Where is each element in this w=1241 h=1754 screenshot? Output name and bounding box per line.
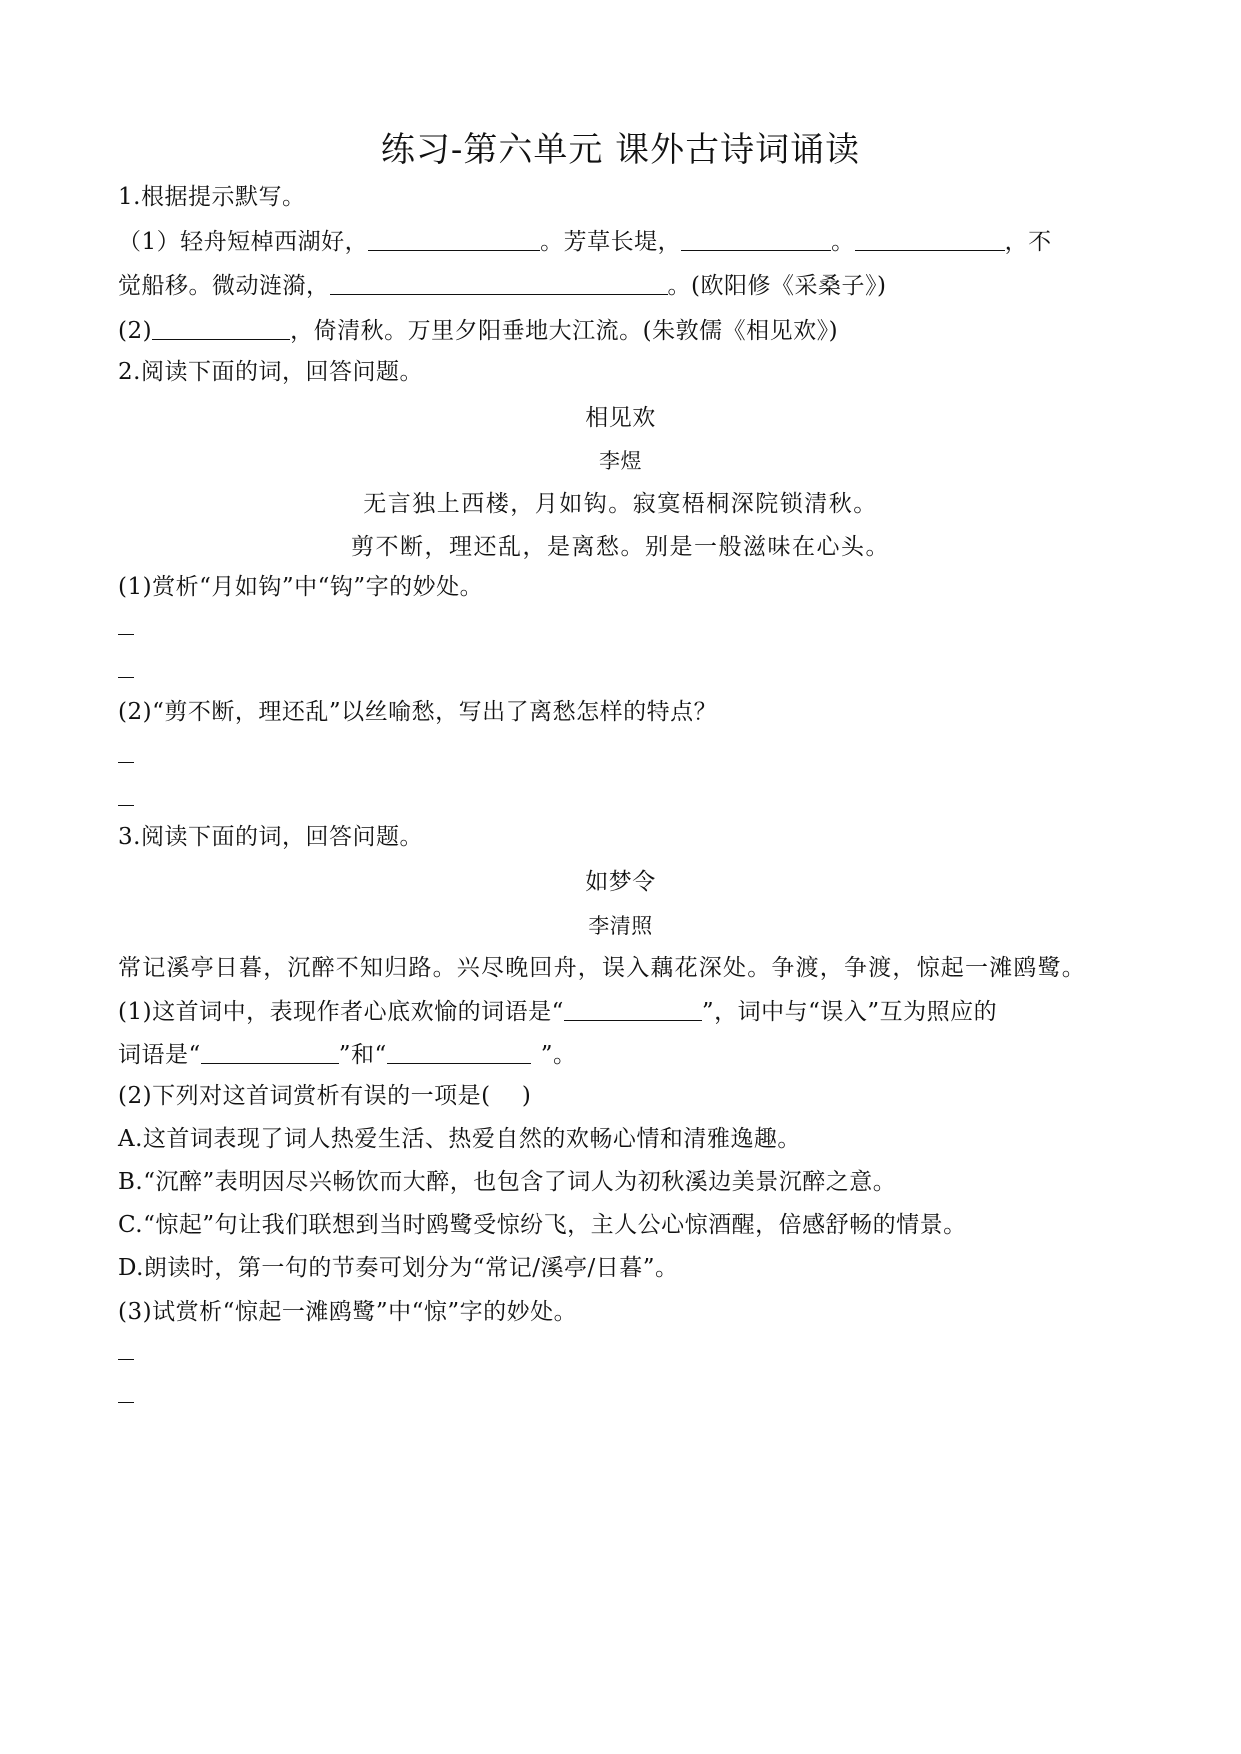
poem-author: 李清照	[588, 914, 653, 938]
answer-blank[interactable]	[118, 740, 134, 763]
answer-blank[interactable]	[564, 998, 702, 1021]
answer-blank[interactable]	[201, 1041, 339, 1064]
answer-blank[interactable]	[118, 612, 134, 635]
poem-line: 常记溪亭日暮，沉醉不知归路。兴尽晚回舟，误入藕花深处。争渡，争渡，惊起一滩鸥鹭。	[118, 955, 1086, 981]
answer-line[interactable]	[118, 1337, 134, 1368]
poem-title: 如梦令	[585, 869, 656, 895]
q2-sub-question-2: (2)“剪不断，理还乱”以丝喻愁，写出了离愁怎样的特点？	[118, 699, 718, 725]
q1-text: ，不	[1004, 229, 1052, 255]
option-d[interactable]: D.朗读时，第一句的节奏可划分为“常记/溪亭/日暮”。	[118, 1255, 679, 1281]
q1-sentence-1-line-1	[118, 227, 1052, 257]
poem-line: 无言独上西楼，月如钩。寂寞梧桐深院锁清秋。	[363, 491, 878, 517]
answer-blank[interactable]	[855, 228, 1005, 251]
answer-blank[interactable]	[118, 783, 134, 806]
q3-sub-question-1-line-2	[118, 1040, 577, 1070]
answer-line[interactable]	[118, 783, 134, 814]
q1-text: (2)	[118, 318, 153, 344]
answer-blank[interactable]	[118, 1337, 134, 1360]
answer-line[interactable]	[118, 655, 134, 686]
page-title: 练习-第六单元 课外古诗词诵读	[380, 130, 861, 170]
q1-text: 。芳草长堤，	[540, 229, 682, 255]
q3-text: ”，词中与“误入”互为照应的	[701, 999, 998, 1025]
answer-line[interactable]	[118, 1380, 134, 1411]
answer-line[interactable]	[118, 740, 134, 771]
answer-blank[interactable]	[368, 228, 540, 251]
q3-text: (1)这首词中，表现作者心底欢愉的词语是“	[118, 999, 564, 1025]
option-c[interactable]: C.“惊起”句让我们联想到当时鸥鹭受惊纷飞，主人公心惊酒醒，倍感舒畅的情景。	[118, 1212, 967, 1238]
q2-stem: 2.阅读下面的词，回答问题。	[118, 359, 423, 385]
q3-sub-question-2: (2)下列对这首词赏析有误的一项是( )	[118, 1083, 532, 1109]
answer-blank[interactable]	[387, 1041, 531, 1064]
q3-sub-question-1-line-1	[118, 997, 997, 1027]
q1-stem: 1.根据提示默写。	[118, 184, 306, 210]
answer-blank[interactable]	[118, 1380, 134, 1403]
q3-text: 词语是“	[118, 1042, 201, 1068]
q1-sentence-1-line-2	[118, 271, 886, 301]
q3-stem: 3.阅读下面的词，回答问题。	[118, 824, 423, 850]
option-b[interactable]: B.“沉醉”表明因尽兴畅饮而大醉，也包含了词人为初秋溪边美景沉醉之意。	[118, 1169, 897, 1195]
answer-blank[interactable]	[681, 228, 831, 251]
q1-text: ，倚清秋。万里夕阳垂地大江流。(朱敦儒《相见欢》)	[290, 318, 839, 344]
poem-line: 剪不断，理还乱，是离愁。别是一般滋味在心头。	[351, 534, 890, 560]
q1-sentence-2	[118, 316, 838, 346]
poem-title: 相见欢	[585, 405, 656, 431]
answer-line[interactable]	[118, 612, 134, 643]
option-a[interactable]: A.这首词表现了词人热爱生活、热爱自然的欢畅心情和清雅逸趣。	[118, 1126, 801, 1152]
q3-text: ”和“	[338, 1042, 387, 1068]
answer-blank[interactable]	[118, 655, 134, 678]
q3-text: ”。	[540, 1042, 577, 1068]
q1-text: 。(欧阳修《采桑子》)	[667, 273, 887, 299]
q2-sub-question-1: (1)赏析“月如钩”中“钩”字的妙处。	[118, 574, 484, 600]
q1-text: 。	[831, 229, 855, 255]
answer-blank[interactable]	[152, 317, 290, 340]
poem-author: 李煜	[599, 449, 642, 473]
q1-text: （1）轻舟短棹西湖好，	[118, 229, 369, 255]
answer-blank[interactable]	[330, 272, 668, 295]
q3-sub-question-3: (3)试赏析“惊起一滩鸥鹭”中“惊”字的妙处。	[118, 1299, 578, 1325]
q1-text: 觉船移。微动涟漪，	[118, 273, 330, 299]
